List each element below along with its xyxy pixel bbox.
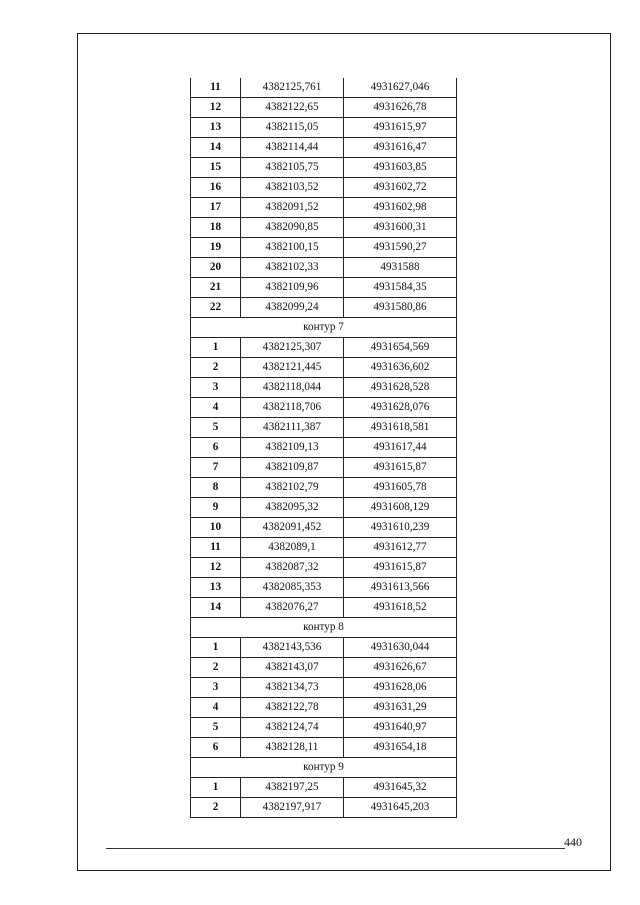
table-row (191, 98, 457, 118)
table-row (191, 298, 457, 318)
x-coordinate: 4382105,75 (241, 158, 344, 178)
x-coordinate: 4382089,1 (241, 538, 344, 558)
table-row (191, 458, 457, 478)
table-row (191, 598, 457, 618)
y-coordinate: 4931615,97 (344, 118, 457, 138)
table-row (191, 218, 457, 238)
y-coordinate: 4931628,06 (344, 678, 457, 698)
point-number: 2 (191, 358, 241, 378)
table-row (191, 478, 457, 498)
x-coordinate: 4382115,05 (241, 118, 344, 138)
x-coordinate: 4382122,78 (241, 698, 344, 718)
table-row (191, 178, 457, 198)
point-number: 1 (191, 338, 241, 358)
y-coordinate: 4931627,046 (344, 78, 457, 98)
contour-label: контур 9 (191, 758, 457, 778)
table-row (191, 518, 457, 538)
table-row (191, 538, 457, 558)
y-coordinate: 4931626,67 (344, 658, 457, 678)
x-coordinate: 4382118,706 (241, 398, 344, 418)
y-coordinate: 4931580,86 (344, 298, 457, 318)
y-coordinate: 4931618,581 (344, 418, 457, 438)
x-coordinate: 4382125,307 (241, 338, 344, 358)
point-number: 22 (191, 298, 241, 318)
y-coordinate: 4931645,32 (344, 778, 457, 798)
y-coordinate: 4931616,47 (344, 138, 457, 158)
y-coordinate: 4931615,87 (344, 558, 457, 578)
x-coordinate: 4382109,87 (241, 458, 344, 478)
point-number: 1 (191, 778, 241, 798)
y-coordinate: 4931602,72 (344, 178, 457, 198)
x-coordinate: 4382125,761 (241, 78, 344, 98)
y-coordinate: 4931631,29 (344, 698, 457, 718)
table-row (191, 698, 457, 718)
x-coordinate: 4382197,917 (241, 798, 344, 818)
table-row (191, 638, 457, 658)
table-row (191, 118, 457, 138)
point-number: 12 (191, 98, 241, 118)
point-number: 19 (191, 238, 241, 258)
table-row (191, 78, 457, 98)
contour-label: контур 7 (191, 318, 457, 338)
table-row (191, 578, 457, 598)
x-coordinate: 4382111,387 (241, 418, 344, 438)
y-coordinate: 4931628,076 (344, 398, 457, 418)
point-number: 14 (191, 598, 241, 618)
x-coordinate: 4382114,44 (241, 138, 344, 158)
x-coordinate: 4382076,27 (241, 598, 344, 618)
table-row (191, 278, 457, 298)
coordinates-table-body (191, 78, 457, 818)
y-coordinate: 4931603,85 (344, 158, 457, 178)
point-number: 6 (191, 738, 241, 758)
coordinates-table (190, 78, 457, 818)
y-coordinate: 4931600,31 (344, 218, 457, 238)
point-number: 10 (191, 518, 241, 538)
point-number: 16 (191, 178, 241, 198)
table-row (191, 778, 457, 798)
x-coordinate: 4382085,353 (241, 578, 344, 598)
table-row (191, 378, 457, 398)
table-row (191, 658, 457, 678)
y-coordinate: 4931654,569 (344, 338, 457, 358)
point-number: 13 (191, 578, 241, 598)
y-coordinate: 4931602,98 (344, 198, 457, 218)
point-number: 12 (191, 558, 241, 578)
footer-rule (106, 848, 565, 849)
x-coordinate: 4382087,32 (241, 558, 344, 578)
table-row (191, 798, 457, 818)
y-coordinate: 4931590,27 (344, 238, 457, 258)
x-coordinate: 4382091,452 (241, 518, 344, 538)
point-number: 2 (191, 658, 241, 678)
y-coordinate: 4931640,97 (344, 718, 457, 738)
contour-header-row (191, 618, 457, 638)
x-coordinate: 4382121,445 (241, 358, 344, 378)
x-coordinate: 4382109,96 (241, 278, 344, 298)
point-number: 6 (191, 438, 241, 458)
point-number: 3 (191, 378, 241, 398)
x-coordinate: 4382091,52 (241, 198, 344, 218)
table-row (191, 398, 457, 418)
x-coordinate: 4382134,73 (241, 678, 344, 698)
y-coordinate: 4931618,52 (344, 598, 457, 618)
point-number: 18 (191, 218, 241, 238)
y-coordinate: 4931628,528 (344, 378, 457, 398)
point-number: 20 (191, 258, 241, 278)
table-row (191, 338, 457, 358)
x-coordinate: 4382090,85 (241, 218, 344, 238)
x-coordinate: 4382122,65 (241, 98, 344, 118)
point-number: 4 (191, 698, 241, 718)
table-row (191, 498, 457, 518)
x-coordinate: 4382103,52 (241, 178, 344, 198)
table-row (191, 738, 457, 758)
page-number: 440 (564, 835, 582, 849)
x-coordinate: 4382095,32 (241, 498, 344, 518)
point-number: 9 (191, 498, 241, 518)
point-number: 14 (191, 138, 241, 158)
point-number: 5 (191, 418, 241, 438)
table-row (191, 418, 457, 438)
table-row (191, 198, 457, 218)
x-coordinate: 4382118,044 (241, 378, 344, 398)
contour-label: контур 8 (191, 618, 457, 638)
table-row (191, 358, 457, 378)
table-row (191, 158, 457, 178)
y-coordinate: 4931654,18 (344, 738, 457, 758)
y-coordinate: 4931605,78 (344, 478, 457, 498)
x-coordinate: 4382124,74 (241, 718, 344, 738)
point-number: 21 (191, 278, 241, 298)
y-coordinate: 4931608,129 (344, 498, 457, 518)
table-row (191, 138, 457, 158)
table-row (191, 238, 457, 258)
point-number: 7 (191, 458, 241, 478)
x-coordinate: 4382143,07 (241, 658, 344, 678)
contour-header-row (191, 758, 457, 778)
x-coordinate: 4382128,11 (241, 738, 344, 758)
y-coordinate: 4931630,044 (344, 638, 457, 658)
x-coordinate: 4382109,13 (241, 438, 344, 458)
y-coordinate: 4931615,87 (344, 458, 457, 478)
point-number: 13 (191, 118, 241, 138)
y-coordinate: 4931613,566 (344, 578, 457, 598)
x-coordinate: 4382099,24 (241, 298, 344, 318)
y-coordinate: 4931588 (344, 258, 457, 278)
table-row (191, 678, 457, 698)
point-number: 17 (191, 198, 241, 218)
x-coordinate: 4382197,25 (241, 778, 344, 798)
y-coordinate: 4931636,602 (344, 358, 457, 378)
table-row (191, 258, 457, 278)
table-row (191, 718, 457, 738)
y-coordinate: 4931610,239 (344, 518, 457, 538)
y-coordinate: 4931626,78 (344, 98, 457, 118)
point-number: 5 (191, 718, 241, 738)
x-coordinate: 4382102,33 (241, 258, 344, 278)
x-coordinate: 4382100,15 (241, 238, 344, 258)
point-number: 2 (191, 798, 241, 818)
point-number: 3 (191, 678, 241, 698)
point-number: 8 (191, 478, 241, 498)
point-number: 11 (191, 78, 241, 98)
y-coordinate: 4931612,77 (344, 538, 457, 558)
point-number: 15 (191, 158, 241, 178)
y-coordinate: 4931645,203 (344, 798, 457, 818)
table-row (191, 558, 457, 578)
table-row (191, 438, 457, 458)
point-number: 1 (191, 638, 241, 658)
x-coordinate: 4382143,536 (241, 638, 344, 658)
point-number: 11 (191, 538, 241, 558)
contour-header-row (191, 318, 457, 338)
x-coordinate: 4382102,79 (241, 478, 344, 498)
y-coordinate: 4931617,44 (344, 438, 457, 458)
y-coordinate: 4931584,35 (344, 278, 457, 298)
point-number: 4 (191, 398, 241, 418)
